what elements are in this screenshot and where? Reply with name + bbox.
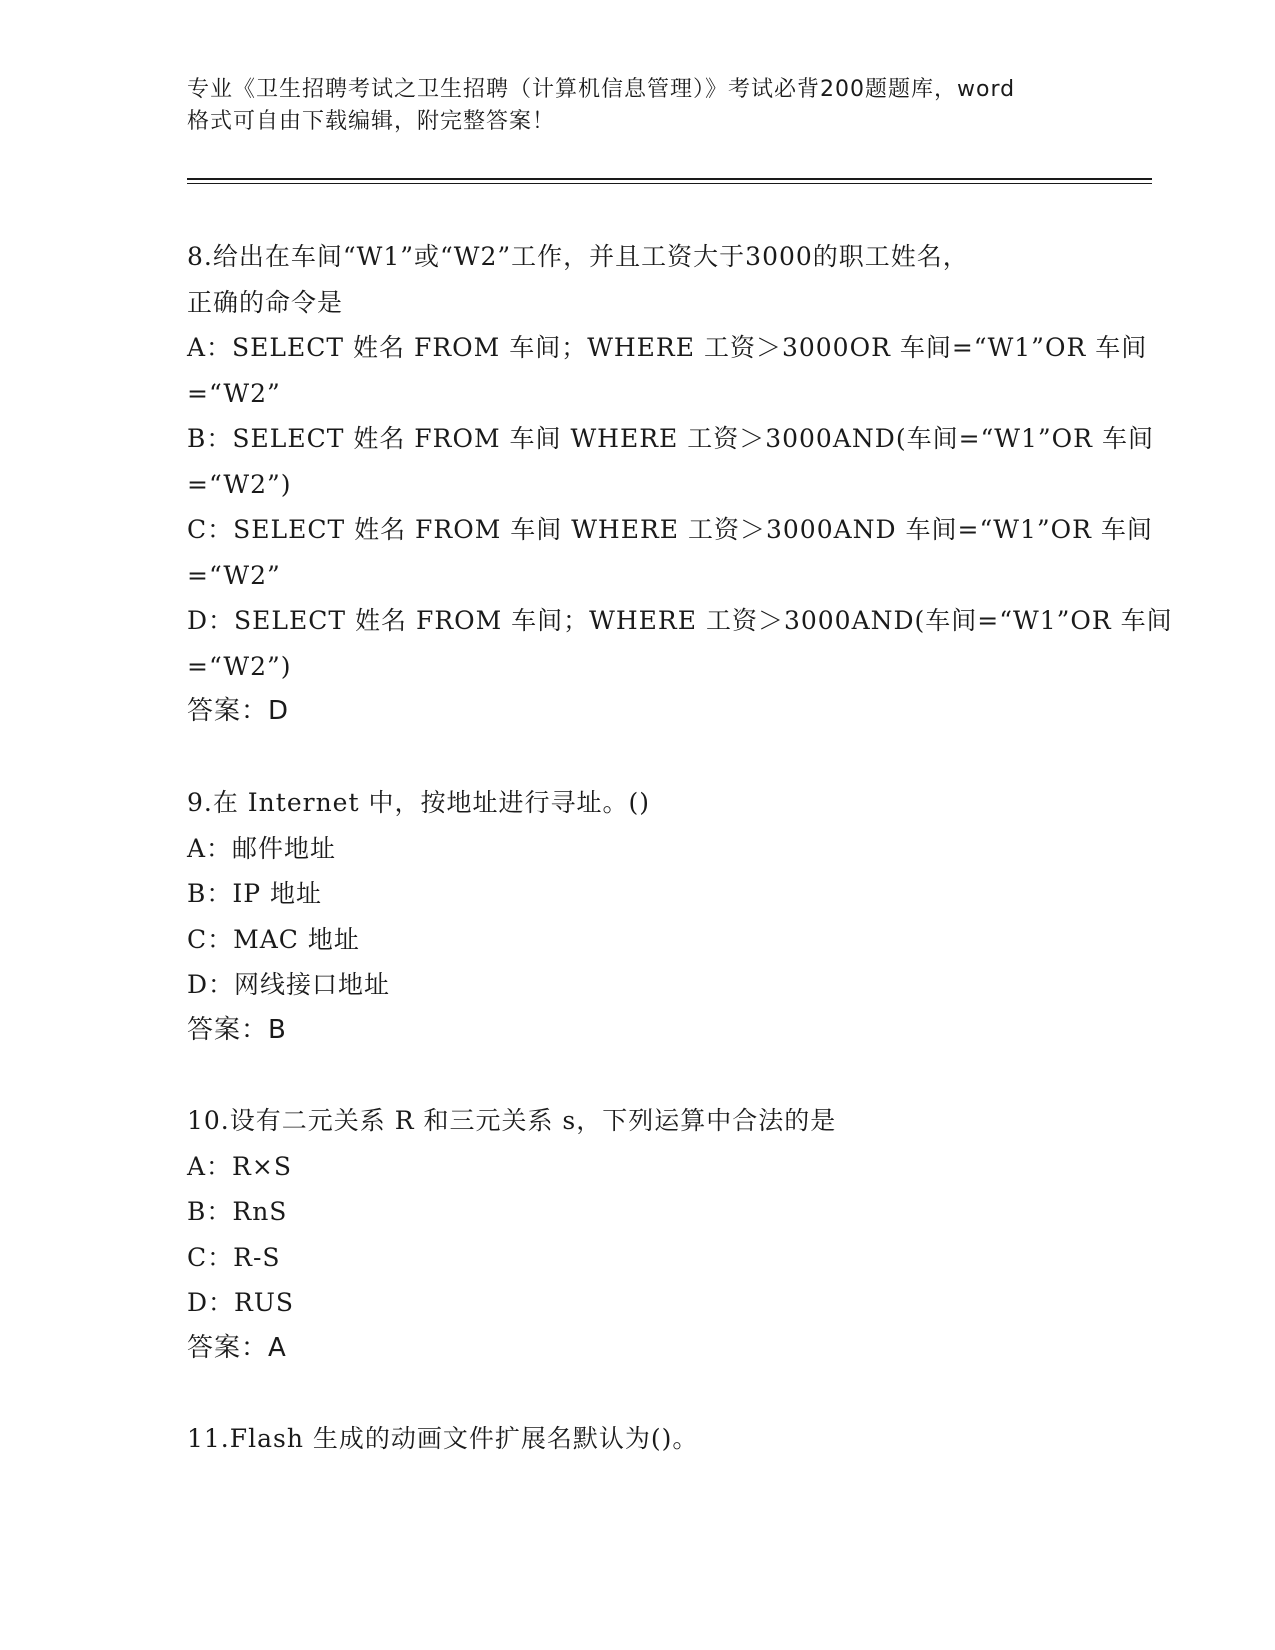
question-stem-line: 8.给出在车间“W1”或“W2”工作，并且工资大于3000的职工姓名，	[187, 242, 969, 271]
option-c-line: C：R-S	[187, 1242, 281, 1272]
option-b-line: B：SELECT 姓名 FROM 车间 WHERE 工资＞3000AND(车间=“W1”OR 车间	[187, 424, 1154, 453]
option-a-line: =“W2”	[187, 378, 281, 408]
option-a-line: A：SELECT 姓名 FROM 车间；WHERE 工资＞3000OR 车间=“W1”OR 车间	[187, 333, 1148, 362]
question-stem-line: 10.设有二元关系 R 和三元关系 s，下列运算中合法的是	[187, 1106, 837, 1135]
answer-label: 答案：B	[187, 1014, 287, 1045]
answer-label: 答案：A	[187, 1332, 287, 1363]
question-stem-line: 9.在 Internet 中，按地址进行寻址。()	[187, 788, 650, 817]
option-d-line: D：网线接口地址	[187, 970, 391, 999]
option-c-line: C：SELECT 姓名 FROM 车间 WHERE 工资＞3000AND 车间=“W1”OR 车间	[187, 515, 1153, 544]
option-d-line: D：RUS	[187, 1288, 295, 1317]
header-divider-thick	[187, 178, 1152, 180]
option-d-line: =“W2”)	[187, 651, 292, 681]
question-stem-line: 11.Flash 生成的动画文件扩展名默认为()。	[187, 1424, 699, 1453]
option-a-line: A：R×S	[187, 1151, 292, 1181]
document-header	[187, 74, 1087, 138]
option-d-line: D：SELECT 姓名 FROM 车间；WHERE 工资＞3000AND(车间=“W1”OR 车间	[187, 606, 1173, 635]
question-9	[187, 780, 1087, 1053]
option-b-line: B：IP 地址	[187, 879, 323, 908]
question-10	[187, 1098, 1087, 1371]
header-line-2: 格式可自由下载编辑，附完整答案！	[187, 109, 556, 134]
option-c-line: =“W2”	[187, 560, 281, 590]
header-line-1: 专业《卫生招聘考试之卫生招聘（计算机信息管理）》考试必背200题题库，word	[187, 77, 1016, 102]
option-c-line: C：MAC 地址	[187, 924, 360, 954]
option-b-line: =“W2”)	[187, 469, 292, 499]
question-8	[187, 234, 1173, 735]
answer-label: 答案：D	[187, 696, 290, 726]
question-stem-line: 正确的命令是	[187, 287, 344, 317]
option-b-line: B：RnS	[187, 1197, 288, 1226]
option-a-line: A：邮件地址	[187, 833, 337, 863]
question-11	[187, 1416, 1087, 1462]
header-divider-thin	[187, 183, 1152, 184]
